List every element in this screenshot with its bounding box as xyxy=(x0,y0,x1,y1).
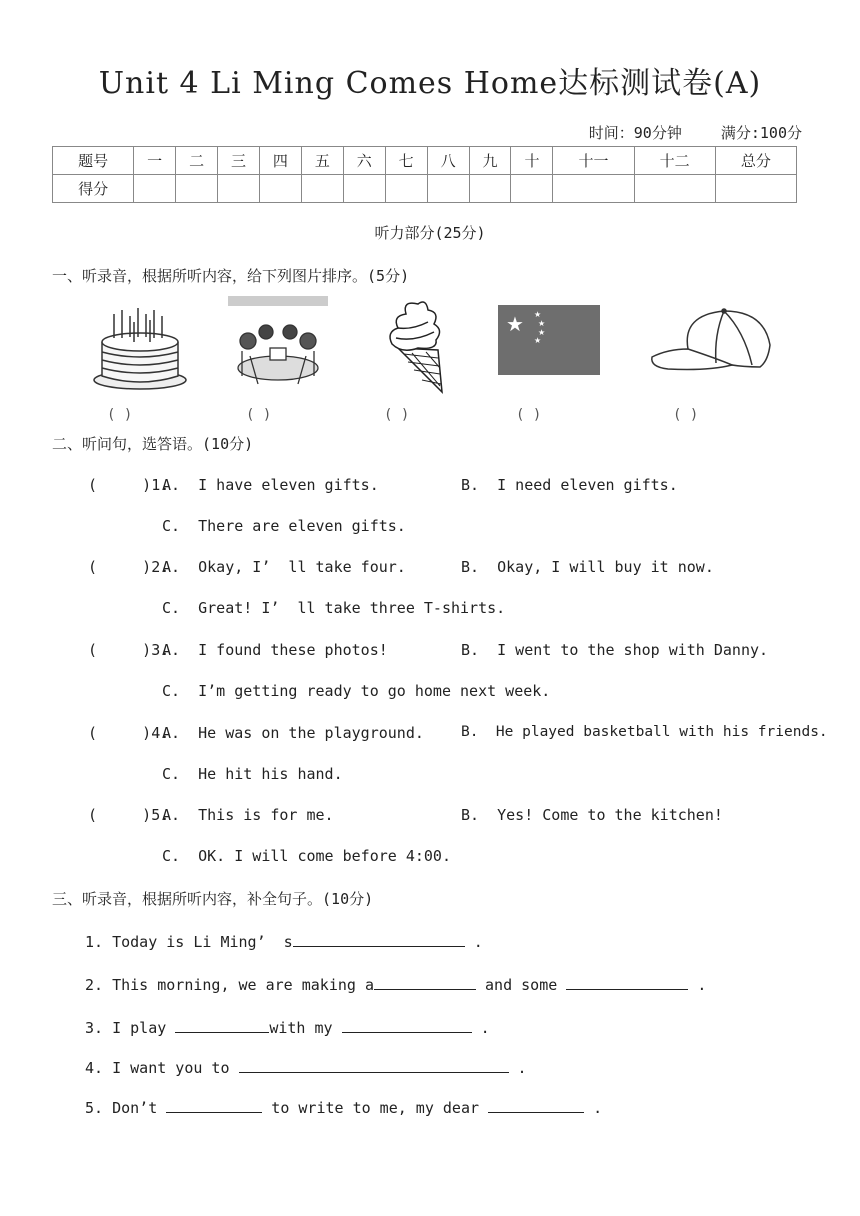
fill-sentence-1 xyxy=(85,932,483,951)
score-cell[interactable] xyxy=(385,175,427,203)
table-header-cell: 八 xyxy=(427,147,469,175)
full-score: 满分:100分 xyxy=(720,124,802,142)
score-cell[interactable] xyxy=(176,175,218,203)
option-b: B. I went to the shop with Danny. xyxy=(461,641,769,659)
fill-sentence-3 xyxy=(85,1018,490,1037)
svg-text:★: ★ xyxy=(534,336,542,345)
question-number: ( )3. xyxy=(88,641,170,659)
sentence-end: . xyxy=(508,1059,527,1077)
score-cell[interactable] xyxy=(427,175,469,203)
sentence-text: and some xyxy=(475,976,567,994)
answer-paren[interactable]: ( ) xyxy=(246,407,272,423)
answer-blank[interactable] xyxy=(175,1018,269,1033)
table-header-cell: 五 xyxy=(301,147,343,175)
table-header-cell: 二 xyxy=(176,147,218,175)
table-header-cell: 九 xyxy=(469,147,511,175)
svg-text:★: ★ xyxy=(538,328,546,337)
sentence-text: 2. This morning, we are making a xyxy=(85,976,374,994)
section1-heading: 一、听录音，根据所听内容，给下列图片排序。(5分) xyxy=(52,267,410,285)
fill-sentence-4 xyxy=(85,1058,527,1077)
score-cell[interactable] xyxy=(469,175,511,203)
sentence-end: . xyxy=(471,1019,490,1037)
score-table xyxy=(52,146,797,203)
option-c: C. He hit his hand. xyxy=(162,765,343,783)
option-b: B. He played basketball with his friends. xyxy=(461,724,828,740)
score-cell[interactable] xyxy=(218,175,260,203)
option-c: C. I’m getting ready to go home next week. xyxy=(162,682,551,700)
table-header-cell: 十二 xyxy=(634,147,715,175)
question-number: ( )4. xyxy=(88,724,170,742)
fill-sentence-2 xyxy=(85,975,706,994)
table-header-cell: 一 xyxy=(134,147,176,175)
score-cell[interactable] xyxy=(553,175,634,203)
sentence-text: to write to me, my dear xyxy=(262,1099,489,1117)
table-header-cell: 十一 xyxy=(553,147,634,175)
table-header-cell: 四 xyxy=(259,147,301,175)
answer-paren[interactable]: ( ) xyxy=(516,407,542,423)
question-number: ( )2. xyxy=(88,558,170,576)
fill-sentence-5 xyxy=(85,1098,602,1117)
score-cell[interactable] xyxy=(134,175,176,203)
question-number: ( )1. xyxy=(88,476,170,494)
table-header-cell: 十 xyxy=(511,147,553,175)
cap-icon xyxy=(648,305,773,377)
option-a: A. I have eleven gifts. xyxy=(162,476,379,494)
score-cell[interactable] xyxy=(301,175,343,203)
sentence-text: 4. I want you to xyxy=(85,1059,239,1077)
score-table-header-row xyxy=(53,147,797,175)
svg-text:★: ★ xyxy=(538,319,546,328)
party-icon xyxy=(228,296,328,394)
table-header-cell: 六 xyxy=(343,147,385,175)
answer-paren[interactable]: ( ) xyxy=(107,407,133,423)
answer-blank[interactable] xyxy=(566,975,688,990)
option-b: B. Yes! Come to the kitchen! xyxy=(461,806,723,824)
option-c: C. Great! I’ ll take three T-shirts. xyxy=(162,599,506,617)
svg-text:★: ★ xyxy=(534,310,542,319)
option-c: C. OK. I will come before 4:00. xyxy=(162,847,451,865)
option-a: A. This is for me. xyxy=(162,806,334,824)
sentence-text: with my xyxy=(269,1019,342,1037)
score-table-score-row xyxy=(53,175,797,203)
table-header-cell: 七 xyxy=(385,147,427,175)
section3-heading: 三、听录音，根据所听内容，补全句子。(10分) xyxy=(52,890,374,908)
flag-icon xyxy=(498,305,600,375)
table-header-cell: 总分 xyxy=(715,147,796,175)
cake-icon xyxy=(90,300,190,395)
section2-heading: 二、听问句，选答语。(10分) xyxy=(52,435,254,453)
table-header-cell: 三 xyxy=(218,147,260,175)
answer-blank[interactable] xyxy=(374,975,476,990)
svg-text:★: ★ xyxy=(506,312,524,336)
score-cell[interactable] xyxy=(511,175,553,203)
score-cell[interactable] xyxy=(343,175,385,203)
sentence-end: . xyxy=(464,933,483,951)
time-limit: 时间：90分钟 xyxy=(588,124,682,142)
page-title: Unit 4 Li Ming Comes Home达标测试卷(A) xyxy=(98,66,762,101)
sentence-end: . xyxy=(688,976,707,994)
option-b: B. I need eleven gifts. xyxy=(461,476,678,494)
score-row-label: 得分 xyxy=(53,175,134,203)
answer-blank[interactable] xyxy=(293,932,465,947)
sentence-end: . xyxy=(584,1099,603,1117)
answer-blank[interactable] xyxy=(239,1058,509,1073)
score-cell[interactable] xyxy=(715,175,796,203)
option-a: A. I found these photos! xyxy=(162,641,388,659)
sentence-text: 1. Today is Li Ming’ s xyxy=(85,933,293,951)
table-header-cell: 题号 xyxy=(53,147,134,175)
sentence-text: 3. I play xyxy=(85,1019,176,1037)
answer-blank[interactable] xyxy=(488,1098,584,1113)
option-a: A. Okay, I’ ll take four. xyxy=(162,558,406,576)
sentence-text: 5. Don’t xyxy=(85,1099,167,1117)
ice-cream-icon xyxy=(378,298,448,396)
answer-blank[interactable] xyxy=(166,1098,262,1113)
answer-blank[interactable] xyxy=(342,1018,472,1033)
score-cell[interactable] xyxy=(259,175,301,203)
answer-paren[interactable]: ( ) xyxy=(673,407,699,423)
listening-section-title: 听力部分(25分) xyxy=(374,224,486,242)
exam-meta xyxy=(589,122,802,143)
option-c: C. There are eleven gifts. xyxy=(162,517,406,535)
option-b: B. Okay, I will buy it now. xyxy=(461,558,714,576)
answer-paren[interactable]: ( ) xyxy=(384,407,410,423)
score-cell[interactable] xyxy=(634,175,715,203)
question-number: ( )5. xyxy=(88,806,170,824)
option-a: A. He was on the playground. xyxy=(162,724,424,742)
